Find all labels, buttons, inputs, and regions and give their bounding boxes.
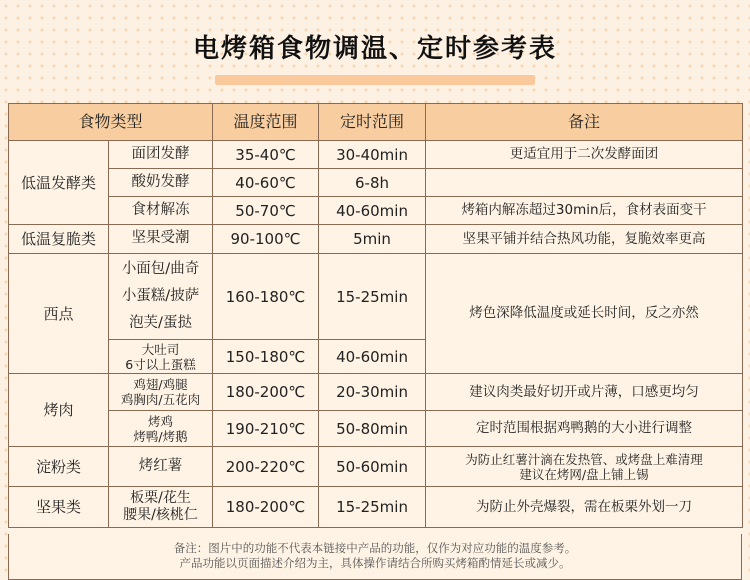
food-line: 烤鸭/烤鹅 — [133, 428, 188, 444]
category-cell: 坚果类 — [9, 487, 109, 528]
food-line: 鸡胸肉/五花肉 — [120, 392, 201, 407]
food-line: 大吐司 — [141, 341, 180, 357]
note-cell: 建议肉类最好切开或片薄，口感更均匀 — [426, 374, 743, 411]
note-cell — [426, 169, 743, 197]
time-cell: 40-60min — [319, 197, 426, 225]
header-notes: 备注 — [426, 104, 743, 141]
table-row — [9, 254, 743, 340]
time-cell: 40-60min — [319, 340, 426, 374]
page-title: 电烤箱食物调温、定时参考表 — [192, 34, 557, 64]
food-line: 烤鸡 — [148, 413, 174, 429]
page-title-wrap — [0, 28, 750, 65]
note-cell: 坚果平铺并结合热风功能，复脆效率更高 — [426, 225, 743, 254]
note-cell: 定时范围根据鸡鸭鹅的大小进行调整 — [426, 411, 743, 447]
category-cell: 低温发酵类 — [9, 141, 109, 225]
time-cell: 15-25min — [319, 487, 426, 528]
food-cell: 食材解冻 — [109, 197, 213, 225]
food-line: 小蛋糕/披萨 — [121, 288, 200, 304]
note-cell-multi — [426, 447, 743, 487]
food-line: 小面包/曲奇 — [121, 261, 200, 277]
table-row — [9, 197, 743, 225]
header-time-range: 定时范围 — [319, 104, 426, 141]
footnote — [8, 534, 742, 580]
category-cell: 低温复脆类 — [9, 225, 109, 254]
food-line: 鸡翅/鸡腿 — [133, 377, 188, 392]
note-line: 为防止红薯汁滴在发热管、或烤盘上难清理 — [465, 451, 703, 467]
food-cell-multi — [109, 374, 213, 411]
reference-table-area — [8, 103, 742, 580]
table-row — [9, 411, 743, 447]
note-cell: 更适宜用于二次发酵面团 — [426, 141, 743, 169]
food-line: 板栗/花生 — [130, 490, 191, 507]
food-line: 腰果/核桃仁 — [123, 507, 198, 523]
temp-cell: 180-200℃ — [213, 374, 319, 411]
header-temp-range: 温度范围 — [213, 104, 319, 141]
food-line: 泡芙/蛋挞 — [129, 315, 192, 331]
food-cell: 坚果受潮 — [109, 225, 213, 254]
food-cell-multi — [109, 340, 213, 374]
category-cell: 淀粉类 — [9, 447, 109, 487]
food-cell: 面团发酵 — [109, 141, 213, 169]
header-row — [9, 104, 743, 141]
food-line: 6寸以上蛋糕 — [125, 356, 196, 372]
time-cell: 15-25min — [319, 254, 426, 340]
reference-table — [8, 103, 743, 528]
table-row — [9, 374, 743, 411]
food-cell: 酸奶发酵 — [109, 169, 213, 197]
temp-cell: 35-40℃ — [213, 141, 319, 169]
footnote-line: 备注：图片中的功能不代表本链接中产品的功能，仅作为对应功能的温度参考。 — [173, 541, 577, 555]
header-food-type: 食物类型 — [9, 104, 213, 141]
time-cell: 6-8h — [319, 169, 426, 197]
time-cell: 50-60min — [319, 447, 426, 487]
temp-cell: 160-180℃ — [213, 254, 319, 340]
note-cell: 烤箱内解冻超过30min后，食材表面变干 — [426, 197, 743, 225]
note-cell: 为防止外壳爆裂，需在板栗外划一刀 — [426, 487, 743, 528]
table-row — [9, 447, 743, 487]
category-cell: 西点 — [9, 254, 109, 374]
food-cell-multi — [109, 487, 213, 528]
time-cell: 20-30min — [319, 374, 426, 411]
footnote-line: 产品功能以页面描述介绍为主，具体操作请结合所购买烤箱酌情延长或减少。 — [179, 556, 571, 570]
food-cell-multi — [109, 254, 213, 340]
table-row — [9, 487, 743, 528]
temp-cell: 50-70℃ — [213, 197, 319, 225]
note-cell: 烤色深降低温度或延长时间，反之亦然 — [426, 254, 743, 374]
temp-cell: 180-200℃ — [213, 487, 319, 528]
food-cell-multi — [109, 411, 213, 447]
table-row — [9, 225, 743, 254]
title-highlight — [215, 75, 535, 85]
food-cell: 烤红薯 — [109, 447, 213, 487]
temp-cell: 190-210℃ — [213, 411, 319, 447]
table-row — [9, 169, 743, 197]
category-cell: 烤肉 — [9, 374, 109, 447]
temp-cell: 40-60℃ — [213, 169, 319, 197]
temp-cell: 90-100℃ — [213, 225, 319, 254]
time-cell: 30-40min — [319, 141, 426, 169]
time-cell: 5min — [319, 225, 426, 254]
table-row — [9, 141, 743, 169]
temp-cell: 150-180℃ — [213, 340, 319, 374]
note-line: 建议在烤网/盘上铺上锡 — [519, 466, 649, 482]
time-cell: 50-80min — [319, 411, 426, 447]
temp-cell: 200-220℃ — [213, 447, 319, 487]
